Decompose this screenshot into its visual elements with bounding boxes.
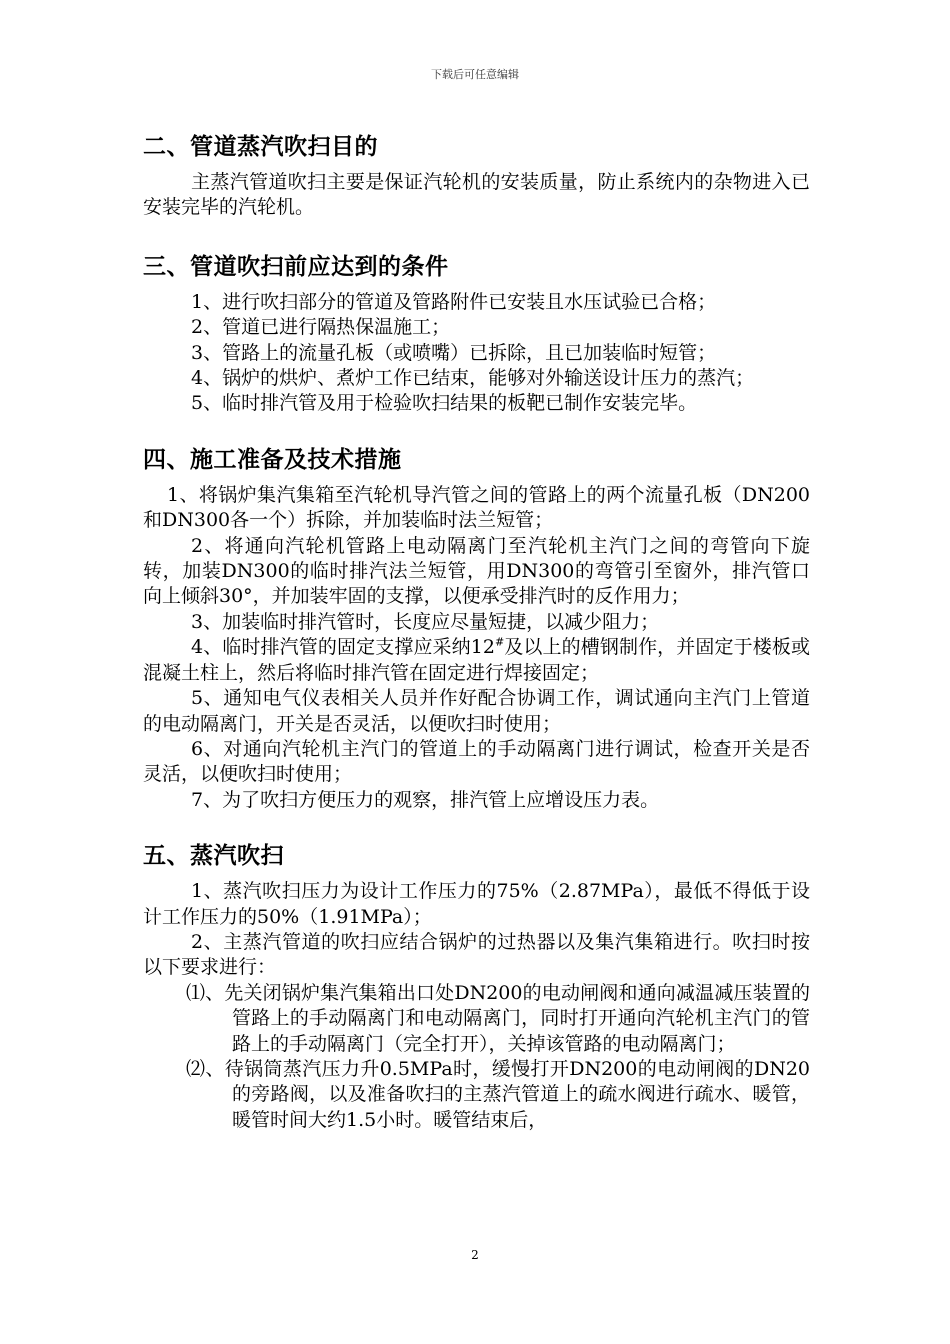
list-item [143, 635, 810, 686]
item-text: 及以上的槽钢制作，并固定于楼板或混凝土柱上，然后将临时排汽管在固定进行焊接固定； [143, 636, 810, 684]
section-heading: 四、施工准备及技术措施 [143, 446, 402, 473]
sub-item: ⑵、待锅筒蒸汽压力升0.5MPa时，缓慢打开DN200的电动闸阀的DN20的旁路阀，以及准备吹扫的主蒸汽管道上的疏水阀进行疏水、暖管，暖管时间大约1.5小时。暖管结束后， [186, 1057, 810, 1131]
list-item: 5、通知电气仪表相关人员并作好配合协调工作，调试通向主汽门上管道的电动隔离门，开关是否灵活，以便吹扫时使用； [143, 687, 810, 735]
page-number: 2 [471, 1248, 479, 1262]
section-steam-blowing [143, 841, 810, 1133]
document-body [143, 132, 810, 1161]
list-item: 2、主蒸汽管道的吹扫应结合锅炉的过热器以及集汽集箱进行。吹扫时按以下要求进行： [143, 930, 810, 979]
section-purpose [143, 132, 810, 221]
section-heading: 二、管道蒸汽吹扫目的 [143, 134, 378, 160]
list-item: 1、进行吹扫部分的管道及管路附件已安装且水压试验已合格； [191, 290, 717, 313]
list-item: 3、管路上的流量孔板（或喷嘴）已拆除，且已加装临时短管； [191, 341, 717, 364]
paragraph: 主蒸汽管道吹扫主要是保证汽轮机的安装质量，防止系统内的杂物进入已安装完毕的汽轮机。 [143, 171, 810, 219]
section-preparation [143, 445, 810, 813]
header-note: 下载后可任意编辑 [431, 68, 519, 81]
sub-item: ⑴、先关闭锅炉集汽集箱出口处DN200的电动闸阀和通向减温减压装置的管路上的手动隔离门和电动隔离门，同时打开通向汽轮机主汽门的管路上的手动隔离门（完全打开），关掉该管路的电动隔离门； [186, 981, 810, 1055]
list-item: 6、对通向汽轮机主汽门的管道上的手动隔离门进行调试，检查开关是否灵活，以便吹扫时使用； [143, 737, 810, 786]
section-heading: 三、管道吹扫前应达到的条件 [143, 253, 449, 280]
list-item: 5、临时排汽管及用于检验吹扫结果的板靶已制作安装完毕。 [191, 392, 698, 415]
superscript-mark: # [494, 635, 505, 649]
list-item: 7、为了吹扫方便压力的观察，排汽管上应增设压力表。 [191, 788, 660, 811]
list-item: 4、锅炉的烘炉、煮炉工作已结束，能够对外输送设计压力的蒸汽； [191, 367, 755, 390]
list-item: 3、加装临时排汽管时，长度应尽量短捷，以减少阻力； [191, 610, 660, 633]
list-item: 1、蒸汽吹扫压力为设计工作压力的75%（2.87MPa），最低不得低于设计工作压力的50%（1.91MPa）； [143, 880, 810, 928]
item-text: 4、临时排汽管的固定支撑应采纳12 [191, 636, 495, 659]
section-heading: 五、蒸汽吹扫 [143, 843, 284, 870]
section-conditions [143, 252, 810, 417]
list-item: 2、将通向汽轮机管路上电动隔离门至汽轮机主汽门之间的弯管向下旋转，加装DN300的临时排汽法兰短管，用DN300的弯管引至窗外，排汽管口向上倾斜30°，并加装牢固的支撑，以便承受排汽时的反作用力； [143, 534, 810, 608]
list-item: 1、将锅炉集汽集箱至汽轮机导汽管之间的管路上的两个流量孔板（DN200和DN300各一个）拆除，并加装临时法兰短管； [143, 483, 810, 532]
list-item: 2、管道已进行隔热保温施工； [191, 316, 451, 339]
